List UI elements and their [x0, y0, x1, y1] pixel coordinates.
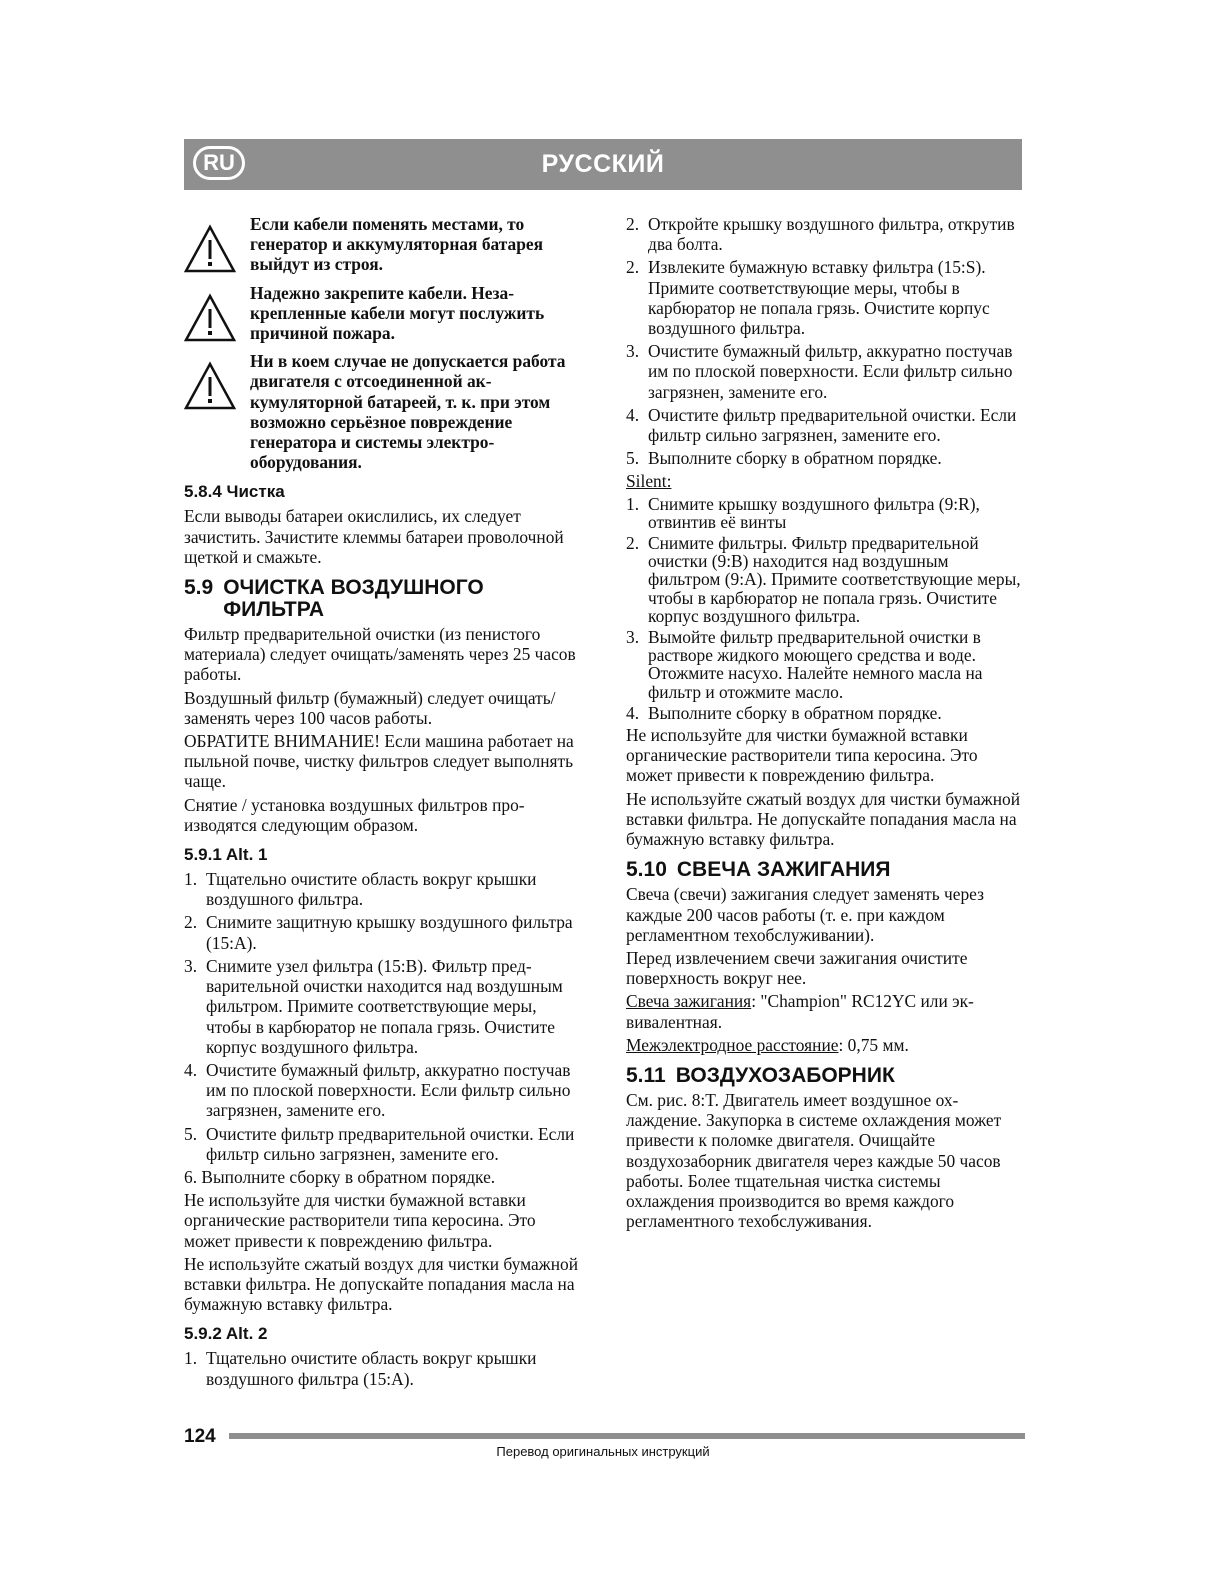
list-item: 3. Очистите бумажный фильтр, аккуратно постучав им по плоской поверхности. Если фильтр сильно загрязнен, замените его. [626, 341, 1013, 402]
footer-rule [229, 1433, 1025, 1439]
spec-value: : "Champion" RC12YC или эквивалентная. [626, 991, 974, 1032]
list-item: 4. Выполните сборку в обратном порядке. [626, 702, 942, 723]
section-heading-5-11 [626, 1065, 1022, 1087]
paragraph: ОБРАТИТЕ ВНИМАНИЕ! Если машина работает на пыльной почве, чистку фильтров следует выполнять чаще. [184, 731, 574, 792]
section-heading-5-8-4: 5.8.4 Чистка [184, 482, 285, 502]
warning-icon [184, 224, 236, 274]
warning-text: Если кабели поменять местами, то генератор и аккумуляторная батарея выйдут из строя. [250, 214, 544, 275]
paragraph: См. рис. 8:T. Двигатель имеет воздушное охлаждение. Закупорка в системе охлаждения может привести к поломке двигателя. Очищайте воздухозаборник двигателя через каждые 50 часов работы. Более тщательная чистка системы охлаждения производится во время каждого регламентного техобслуживания. [626, 1089, 1002, 1232]
paragraph: Если выводы батареи окислились, их следует зачистить. Зачистите клеммы батареи проволочной щеткой и смажьте. [184, 506, 564, 567]
paragraph [626, 991, 1022, 1031]
warning-block [184, 283, 579, 344]
section-heading-5-9-1: 5.9.1 Alt. 1 [184, 845, 268, 865]
paragraph: 6. Выполните сборку в обратном порядке. [184, 1166, 496, 1187]
list-item: 4. Очистите бумажный фильтр, аккуратно постучав им по плоской поверхности. Если фильтр сильно загрязнен, замените его. [184, 1059, 571, 1121]
section-heading-5-9 [184, 577, 579, 621]
list-item: 5. Выполните сборку в обратном порядке. [626, 448, 942, 469]
list-item: 2. Снимите защитную крышку воздушного фильтра (15:A). [184, 912, 573, 953]
spec-value: : 0,75 мм. [838, 1034, 909, 1055]
paragraph: Не используйте для чистки бумажной вставки органические растворители типа керосина. Это может привести к повреждению фильтра. [184, 1190, 536, 1251]
warning-block [184, 214, 579, 275]
paragraph: Свеча (свечи) зажигания следует заменять через каждые 200 часов работы (т. е. при каждом регламентном техобслуживании). [626, 884, 984, 945]
list-item: 1. Снимите крышку воздушного фильтра (9:R), отвинтив её винты [626, 493, 980, 532]
spec-label: Межэлектродное расстояние [626, 1034, 839, 1055]
section-number: 5.10 [626, 858, 667, 882]
warning-block [184, 351, 579, 472]
section-title: ВОЗДУХОЗАБОРНИК [675, 1063, 895, 1087]
paragraph: Снятие / установка воздушных фильтров производятся следующим образом. [184, 794, 525, 835]
page-number: 124 [184, 1426, 216, 1447]
paragraph: Перед извлечением свечи зажигания очистите поверхность вокруг нее. [626, 947, 968, 989]
paragraph: Воздушный фильтр (бумажный) следует очищать/заменять через 100 часов работы. [184, 687, 556, 728]
section-title: ОЧИСТКА ВОЗДУШНОГО ФИЛЬТРА [223, 576, 484, 622]
list-item: 3. Снимите узел фильтра (15:B). Фильтр предварительной очистки находится над воздушным фильтром. Примите соответствующие меры, чтобы в карбюратор не попала грязь. Очистите корпус воздушного фильтра. [184, 955, 563, 1057]
footer-text: Перевод оригинальных инструкций [496, 1444, 710, 1459]
list-item: 4. Очистите фильтр предварительной очистки. Если фильтр сильно загрязнен, замените его. [626, 404, 1017, 446]
warning-icon [184, 293, 236, 343]
list-item: 2. Откройте крышку воздушного фильтра, открутив два болта. [626, 214, 1015, 255]
warning-text: Надежно закрепите кабели. Незакрепленные кабели могут послужить причиной пожара. [250, 282, 545, 344]
spec-label: Свеча зажигания [626, 991, 752, 1012]
list-item: 5. Очистите фильтр предварительной очистки. Если фильтр сильно загрязнен, замените его. [184, 1123, 575, 1164]
warning-text: Ни в коем случае не допускается работа двигателя с отсоединенной аккумуляторной батареей, т. к. при этом возможно серьёзное повреждение генератора и системы электрооборудования. [250, 351, 566, 473]
section-heading-5-10 [626, 859, 1022, 881]
steps-list [184, 1348, 579, 1388]
paragraph: Фильтр предварительной очистки (из пенистого материала) следует очищать/заменять через 25 часов работы. [184, 624, 576, 685]
list-item: 1. Тщательно очистите область вокруг крышки воздушного фильтра (15:A). [184, 1348, 537, 1389]
list-item: 3. Вымойте фильтр предварительной очистки в растворе жидкого моющего средства и воде. Отожмите насухо. Налейте немного масла на фильтр и отожмите масло. [626, 627, 983, 702]
steps-list [626, 495, 1022, 722]
section-number: 5.9 [184, 576, 214, 600]
list-item: 2. Снимите фильтры. Фильтр предварительной очистки (9:B) находится над воздушным фильтром (9:A). Примите соответствующие меры, чтобы в карбюратор не попала грязь. Очистите корпус воздушного фильтра. [626, 533, 1021, 626]
page-title: РУССКИЙ [541, 150, 665, 178]
language-badge: RU [193, 146, 245, 180]
list-item: 2. Извлеките бумажную вставку фильтра (15:S). Примите соответствующие меры, чтобы в карбюратор не попала грязь. Очистите корпус воздушного фильтра. [626, 257, 990, 339]
subheading-silent: Silent: [626, 471, 672, 492]
left-column [184, 214, 579, 1392]
warning-icon [184, 361, 236, 411]
section-heading-5-9-2: 5.9.2 Alt. 2 [184, 1324, 268, 1344]
paragraph: Не используйте сжатый воздух для чистки бумажной вставки фильтра. Не допускайте попадания масла на бумажную вставку фильтра. [184, 1253, 579, 1315]
right-column [626, 214, 1022, 1234]
paragraph [626, 1035, 1022, 1055]
paragraph: Не используйте сжатый воздух для чистки бумажной вставки фильтра. Не допускайте попадания масла на бумажную вставку фильтра. [626, 788, 1021, 850]
section-number: 5.11 [626, 1063, 666, 1087]
steps-list [626, 214, 1022, 468]
paragraph: Не используйте для чистки бумажной вставки органические растворители типа керосина. Это может привести к повреждению фильтра. [626, 725, 978, 786]
steps-list [184, 869, 579, 1164]
list-item: 1. Тщательно очистите область вокруг крышки воздушного фильтра. [184, 869, 537, 910]
section-title: СВЕЧА ЗАЖИГАНИЯ [676, 858, 891, 882]
